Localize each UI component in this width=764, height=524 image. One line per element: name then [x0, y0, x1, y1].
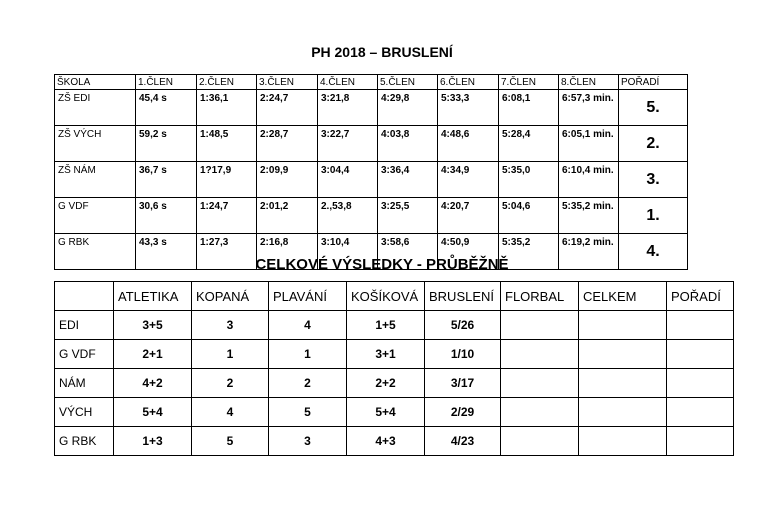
- table-row: [55, 162, 688, 198]
- score-cell: [579, 311, 667, 340]
- time-cell: 4:34,9: [438, 162, 499, 198]
- time-cell: 5:35,2 min.: [559, 198, 619, 234]
- time-cell: 3:22,7: [318, 126, 378, 162]
- score-cell: 2: [192, 369, 269, 398]
- score-cell: 5/26: [425, 311, 501, 340]
- school-cell: G VDF: [55, 340, 114, 369]
- time-cell: 3:36,4: [378, 162, 438, 198]
- time-cell: 1:48,5: [197, 126, 257, 162]
- column-header: CELKEM: [579, 282, 667, 311]
- time-cell: 6:10,4 min.: [559, 162, 619, 198]
- score-cell: 5: [192, 427, 269, 456]
- time-cell: 43,3 s: [136, 234, 197, 270]
- time-cell: 3:25,5: [378, 198, 438, 234]
- time-cell: 2:01,2: [257, 198, 318, 234]
- time-cell: 3:10,4: [318, 234, 378, 270]
- score-cell: 4+3: [347, 427, 425, 456]
- time-cell: 4:29,8: [378, 90, 438, 126]
- score-cell: [667, 340, 734, 369]
- score-cell: 1/10: [425, 340, 501, 369]
- rank-cell: 2.: [619, 126, 688, 162]
- score-cell: 3+1: [347, 340, 425, 369]
- score-cell: [501, 427, 579, 456]
- time-cell: 4:20,7: [438, 198, 499, 234]
- time-cell: 3:58,6: [378, 234, 438, 270]
- score-cell: [501, 398, 579, 427]
- skating-results-title: PH 2018 – BRUSLENÍ: [311, 44, 453, 60]
- time-cell: 5:28,4: [499, 126, 559, 162]
- score-cell: 3: [269, 427, 347, 456]
- school-cell: ZŠ NÁM: [55, 162, 136, 198]
- school-cell: EDI: [55, 311, 114, 340]
- time-cell: 2.,53,8: [318, 198, 378, 234]
- time-cell: 1:36,1: [197, 90, 257, 126]
- time-cell: 5:04,6: [499, 198, 559, 234]
- table-row: [55, 198, 688, 234]
- score-cell: 4: [269, 311, 347, 340]
- column-header: PLAVÁNÍ: [269, 282, 347, 311]
- time-cell: 1?17,9: [197, 162, 257, 198]
- column-header: 5.ČLEN: [378, 75, 438, 90]
- column-header: POŘADÍ: [619, 75, 688, 90]
- score-cell: 4+2: [114, 369, 192, 398]
- school-cell: NÁM: [55, 369, 114, 398]
- table-header-row: [55, 282, 734, 311]
- time-cell: 36,7 s: [136, 162, 197, 198]
- score-cell: 1: [192, 340, 269, 369]
- time-cell: 5:33,3: [438, 90, 499, 126]
- table-row: [55, 340, 734, 369]
- rank-cell: 3.: [619, 162, 688, 198]
- score-cell: [579, 369, 667, 398]
- column-header: 8.ČLEN: [559, 75, 619, 90]
- table-row: [55, 90, 688, 126]
- score-cell: [667, 398, 734, 427]
- score-cell: 4: [192, 398, 269, 427]
- skating-results-table: [54, 74, 688, 270]
- time-cell: 59,2 s: [136, 126, 197, 162]
- table-row: [55, 126, 688, 162]
- column-header: ATLETIKA: [114, 282, 192, 311]
- table-header-row: [55, 75, 688, 90]
- time-cell: 2:16,8: [257, 234, 318, 270]
- score-cell: 3/17: [425, 369, 501, 398]
- score-cell: 5+4: [347, 398, 425, 427]
- school-cell: ZŠ VÝCH: [55, 126, 136, 162]
- score-cell: 4/23: [425, 427, 501, 456]
- time-cell: 3:04,4: [318, 162, 378, 198]
- column-header: 3.ČLEN: [257, 75, 318, 90]
- column-header: FLORBAL: [501, 282, 579, 311]
- column-header: KOŠÍKOVÁ: [347, 282, 425, 311]
- column-header: 2.ČLEN: [197, 75, 257, 90]
- score-cell: [501, 340, 579, 369]
- time-cell: 6:08,1: [499, 90, 559, 126]
- score-cell: 2+2: [347, 369, 425, 398]
- score-cell: 5: [269, 398, 347, 427]
- time-cell: 5:35,0: [499, 162, 559, 198]
- column-header: [55, 282, 114, 311]
- score-cell: 3: [192, 311, 269, 340]
- score-cell: 2+1: [114, 340, 192, 369]
- time-cell: 2:28,7: [257, 126, 318, 162]
- column-header: ŠKOLA: [55, 75, 136, 90]
- score-cell: 1: [269, 340, 347, 369]
- time-cell: 4:50,9: [438, 234, 499, 270]
- time-cell: 3:21,8: [318, 90, 378, 126]
- time-cell: 4:48,6: [438, 126, 499, 162]
- school-cell: ZŠ EDI: [55, 90, 136, 126]
- score-cell: 3+5: [114, 311, 192, 340]
- time-cell: 4:03,8: [378, 126, 438, 162]
- table-row: [55, 311, 734, 340]
- column-header: KOPANÁ: [192, 282, 269, 311]
- column-header: 4.ČLEN: [318, 75, 378, 90]
- score-cell: [667, 311, 734, 340]
- column-header: 7.ČLEN: [499, 75, 559, 90]
- score-cell: [579, 427, 667, 456]
- school-cell: G VDF: [55, 198, 136, 234]
- score-cell: [667, 369, 734, 398]
- time-cell: 30,6 s: [136, 198, 197, 234]
- score-cell: [501, 311, 579, 340]
- time-cell: 5:35,2: [499, 234, 559, 270]
- time-cell: 6:19,2 min.: [559, 234, 619, 270]
- column-header: 1.ČLEN: [136, 75, 197, 90]
- score-cell: [579, 398, 667, 427]
- rank-cell: 1.: [619, 198, 688, 234]
- score-cell: [501, 369, 579, 398]
- school-cell: G RBK: [55, 234, 136, 270]
- score-cell: 2: [269, 369, 347, 398]
- overall-results-table: [54, 281, 734, 456]
- table-row: [55, 369, 734, 398]
- score-cell: [579, 340, 667, 369]
- school-cell: G RBK: [55, 427, 114, 456]
- time-cell: 2:09,9: [257, 162, 318, 198]
- school-cell: VÝCH: [55, 398, 114, 427]
- score-cell: 5+4: [114, 398, 192, 427]
- time-cell: 2:24,7: [257, 90, 318, 126]
- time-cell: 6:57,3 min.: [559, 90, 619, 126]
- score-cell: 2/29: [425, 398, 501, 427]
- score-cell: [667, 427, 734, 456]
- score-cell: 1+5: [347, 311, 425, 340]
- time-cell: 1:27,3: [197, 234, 257, 270]
- time-cell: 45,4 s: [136, 90, 197, 126]
- rank-cell: 5.: [619, 90, 688, 126]
- table-row: [55, 398, 734, 427]
- column-header: 6.ČLEN: [438, 75, 499, 90]
- time-cell: 1:24,7: [197, 198, 257, 234]
- column-header: POŘADÍ: [667, 282, 734, 311]
- score-cell: 1+3: [114, 427, 192, 456]
- time-cell: 6:05,1 min.: [559, 126, 619, 162]
- column-header: BRUSLENÍ: [425, 282, 501, 311]
- table-row: [55, 427, 734, 456]
- overall-results-title: CELKOVÉ VÝSLEDKY - PRŮBĚŽNĚ: [255, 256, 509, 273]
- rank-cell: 4.: [619, 234, 688, 270]
